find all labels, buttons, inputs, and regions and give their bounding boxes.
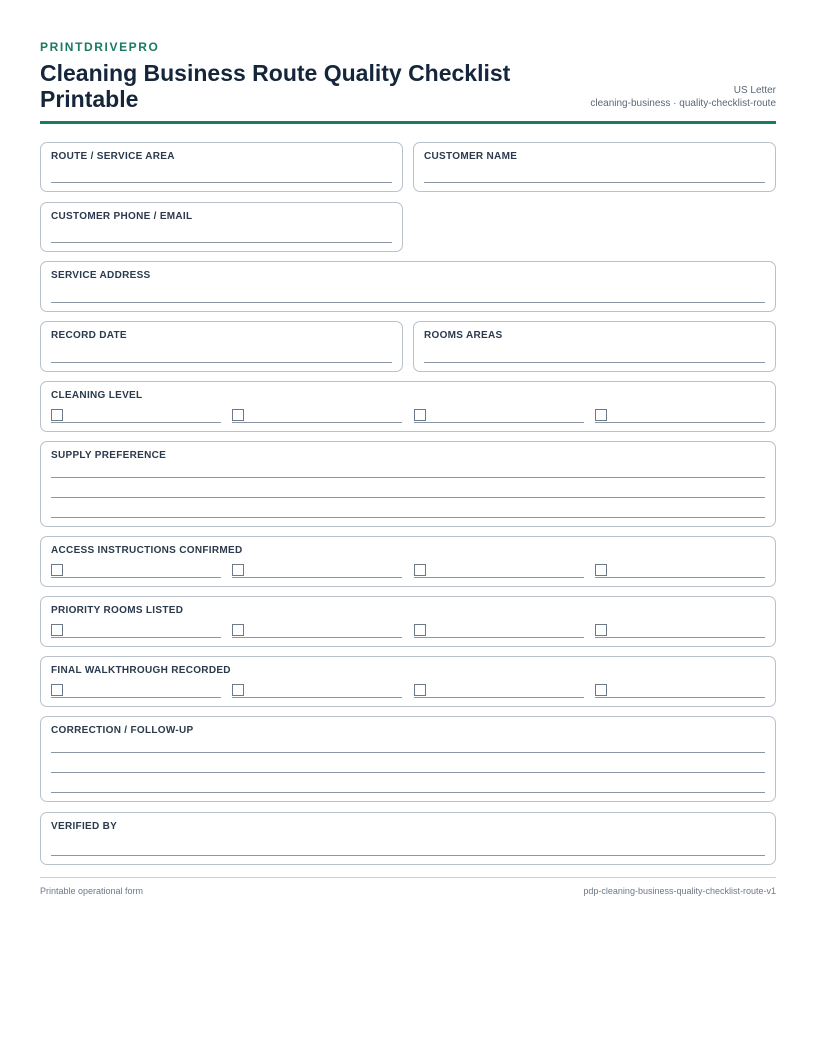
final-walkthrough-option-1[interactable] bbox=[51, 683, 221, 698]
final-walkthrough-label: FINAL WALKTHROUGH RECORDED bbox=[51, 665, 231, 676]
checkbox[interactable] bbox=[595, 624, 607, 636]
form-page bbox=[40, 40, 776, 124]
final-walkthrough-option-2[interactable] bbox=[232, 683, 402, 698]
checkbox[interactable] bbox=[232, 409, 244, 421]
checkbox[interactable] bbox=[595, 684, 607, 696]
rooms-areas-label: ROOMS AREAS bbox=[424, 330, 503, 341]
verified-by-field[interactable] bbox=[40, 812, 776, 865]
correction-write-line[interactable] bbox=[51, 792, 765, 793]
brand-logo-text: PRINTDRIVEPRO bbox=[40, 40, 160, 54]
supply-preference-write-line[interactable] bbox=[51, 497, 765, 498]
checkbox[interactable] bbox=[51, 684, 63, 696]
footer-left-text: Printable operational form bbox=[40, 886, 144, 896]
final-walkthrough-option-4[interactable] bbox=[595, 683, 765, 698]
priority-rooms-label: PRIORITY ROOMS LISTED bbox=[51, 605, 184, 616]
checkbox[interactable] bbox=[595, 564, 607, 576]
correction-write-line[interactable] bbox=[51, 772, 765, 773]
priority-rooms-option-2[interactable] bbox=[232, 623, 402, 638]
route-write-line[interactable] bbox=[51, 182, 392, 183]
cleaning-level-option-1[interactable] bbox=[51, 408, 221, 423]
cleaning-level-field bbox=[40, 381, 776, 432]
customer-name-write-line[interactable] bbox=[424, 182, 765, 183]
checkbox[interactable] bbox=[595, 409, 607, 421]
cleaning-level-option-2[interactable] bbox=[232, 408, 402, 423]
final-walkthrough-field bbox=[40, 656, 776, 707]
cleaning-level-label: CLEANING LEVEL bbox=[51, 390, 143, 401]
checkbox[interactable] bbox=[232, 564, 244, 576]
route-label: ROUTE / SERVICE AREA bbox=[51, 151, 175, 162]
verified-by-write-line[interactable] bbox=[51, 855, 765, 856]
footer-divider bbox=[40, 877, 776, 878]
checkbox[interactable] bbox=[232, 684, 244, 696]
final-walkthrough-option-3[interactable] bbox=[414, 683, 584, 698]
paper-size: US Letter bbox=[733, 85, 776, 96]
correction-write-line[interactable] bbox=[51, 752, 765, 753]
route-field[interactable] bbox=[40, 142, 403, 192]
cleaning-level-option-3[interactable] bbox=[414, 408, 584, 423]
priority-rooms-field bbox=[40, 596, 776, 647]
customer-contact-label: CUSTOMER PHONE / EMAIL bbox=[51, 211, 193, 222]
checkbox[interactable] bbox=[414, 409, 426, 421]
document-meta bbox=[590, 84, 776, 110]
service-address-field[interactable] bbox=[40, 261, 776, 312]
checkbox[interactable] bbox=[51, 624, 63, 636]
access-instructions-option-1[interactable] bbox=[51, 563, 221, 578]
checkbox[interactable] bbox=[51, 409, 63, 421]
rooms-areas-write-line[interactable] bbox=[424, 362, 765, 363]
page-title: Cleaning Business Route Quality Checklist Printable bbox=[40, 60, 511, 112]
checkbox[interactable] bbox=[414, 684, 426, 696]
footer-form-id: pdp-cleaning-business-quality-checklist-route-v1 bbox=[583, 886, 776, 896]
priority-rooms-option-1[interactable] bbox=[51, 623, 221, 638]
supply-preference-field[interactable] bbox=[40, 441, 776, 527]
checkbox[interactable] bbox=[414, 624, 426, 636]
access-instructions-label: ACCESS INSTRUCTIONS CONFIRMED bbox=[51, 545, 243, 556]
record-date-write-line[interactable] bbox=[51, 362, 392, 363]
checkbox[interactable] bbox=[51, 564, 63, 576]
service-address-label: SERVICE ADDRESS bbox=[51, 270, 151, 281]
record-date-field[interactable] bbox=[40, 321, 403, 372]
form-header bbox=[40, 40, 776, 124]
correction-label: CORRECTION / FOLLOW-UP bbox=[51, 725, 194, 736]
access-instructions-option-4[interactable] bbox=[595, 563, 765, 578]
correction-field[interactable] bbox=[40, 716, 776, 802]
checkbox[interactable] bbox=[232, 624, 244, 636]
customer-name-label: CUSTOMER NAME bbox=[424, 151, 518, 162]
supply-preference-label: SUPPLY PREFERENCE bbox=[51, 450, 167, 461]
verified-by-label: VERIFIED BY bbox=[51, 821, 118, 832]
document-tags: cleaning-business · quality-checklist-route bbox=[590, 98, 776, 109]
priority-rooms-option-3[interactable] bbox=[414, 623, 584, 638]
access-instructions-field bbox=[40, 536, 776, 587]
priority-rooms-option-4[interactable] bbox=[595, 623, 765, 638]
cleaning-level-option-4[interactable] bbox=[595, 408, 765, 423]
service-address-write-line[interactable] bbox=[51, 302, 765, 303]
access-instructions-option-3[interactable] bbox=[414, 563, 584, 578]
supply-preference-write-line[interactable] bbox=[51, 477, 765, 478]
access-instructions-option-2[interactable] bbox=[232, 563, 402, 578]
rooms-areas-field[interactable] bbox=[413, 321, 776, 372]
checkbox[interactable] bbox=[414, 564, 426, 576]
customer-contact-write-line[interactable] bbox=[51, 242, 392, 243]
customer-contact-field[interactable] bbox=[40, 202, 403, 252]
supply-preference-write-line[interactable] bbox=[51, 517, 765, 518]
customer-name-field[interactable] bbox=[413, 142, 776, 192]
record-date-label: RECORD DATE bbox=[51, 330, 127, 341]
